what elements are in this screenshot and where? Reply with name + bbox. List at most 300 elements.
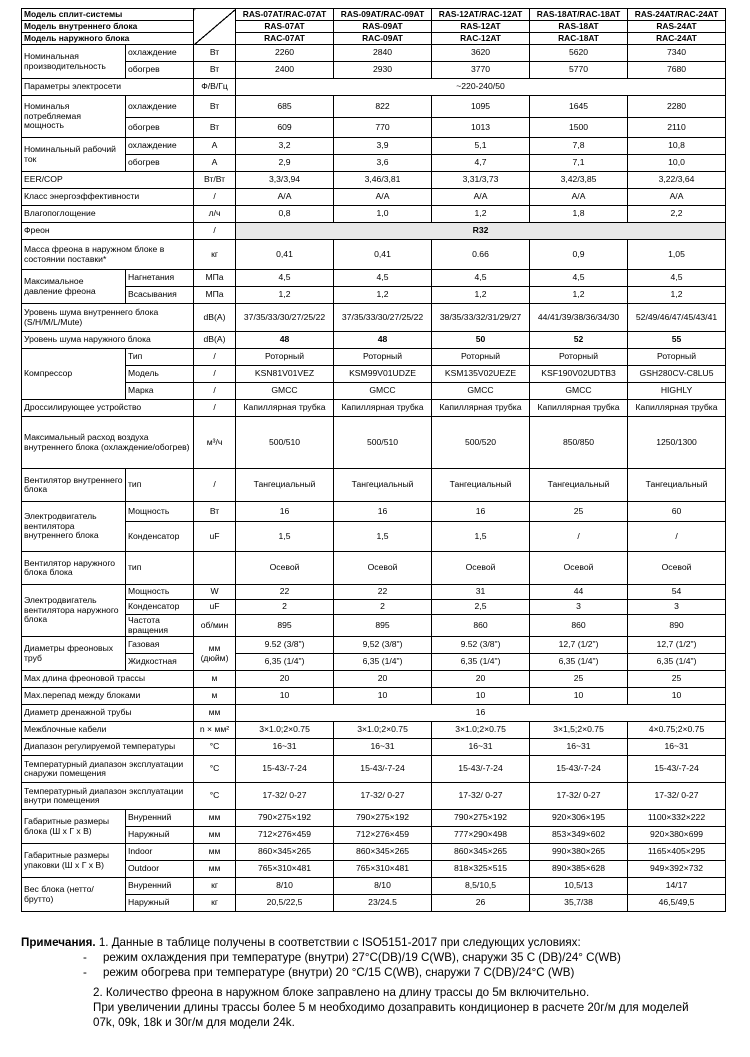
- value-cell: 5,1: [432, 138, 530, 155]
- value-cell: 16~31: [530, 739, 628, 756]
- param-sublabel: Газовая: [126, 637, 194, 654]
- unit-cell: dB(A): [194, 304, 236, 332]
- spec-row: [22, 654, 726, 671]
- value-cell: 777×290×498: [432, 827, 530, 844]
- value-cell: 7,1: [530, 155, 628, 172]
- value-cell: GMCC: [334, 383, 432, 400]
- notes-p3: При увеличении длины трассы более 5 м необходимо дозаправить кондиционер в расчете 20г/м для моделей: [93, 1001, 689, 1015]
- spec-row: [22, 705, 726, 722]
- header-label: Модель сплит-системы: [22, 9, 194, 21]
- param-label: Номиналья потребляемая мощность: [22, 96, 126, 138]
- value-cell: 48: [236, 332, 334, 349]
- spec-row: [22, 349, 726, 366]
- value-cell: 2930: [334, 62, 432, 79]
- value-cell: 54: [628, 585, 726, 600]
- value-cell: 685: [236, 96, 334, 118]
- value-cell: 5620: [530, 45, 628, 62]
- header-model-cell: RAC-24AT: [628, 33, 726, 45]
- unit-cell: Вт: [194, 45, 236, 62]
- param-label: Температурный диапазон эксплуатации внутри помещения: [22, 783, 194, 810]
- param-label: Масса фреона в наружном блоке в состоянии поставки*: [22, 240, 194, 270]
- param-sublabel: охлаждение: [126, 96, 194, 118]
- value-cell: 26: [432, 895, 530, 912]
- unit-cell: dB(A): [194, 332, 236, 349]
- value-cell: 609: [236, 118, 334, 138]
- unit-cell: МПа: [194, 270, 236, 287]
- param-sublabel: Внуренний: [126, 810, 194, 827]
- spec-row: [22, 45, 726, 62]
- value-cell: 1013: [432, 118, 530, 138]
- value-cell: 52/49/46/47/45/43/41: [628, 304, 726, 332]
- value-cell: 1,5: [432, 522, 530, 552]
- value-cell: 4×0.75;2×0.75: [628, 722, 726, 739]
- value-cell: 20: [236, 671, 334, 688]
- value-cell: 15-43/-7-24: [628, 756, 726, 783]
- value-cell: 22: [236, 585, 334, 600]
- unit-cell: Вт: [194, 502, 236, 522]
- value-cell: KSM99V01UDZE: [334, 366, 432, 383]
- notes-p2: 2. Количество фреона в наружном блоке заправлено на длину трассы до 5м включительно.: [93, 986, 590, 1000]
- unit-cell: [194, 552, 236, 585]
- value-cell: 3×1.0;2×0.75: [432, 722, 530, 739]
- value-cell: KSF190V02UDTB3: [530, 366, 628, 383]
- value-cell: 500/520: [432, 417, 530, 469]
- notes-bullet-1: - режим охлаждения при температуре (внутри) 27°C(DB)/19 C(WB), снаружи 35 C (DB)/24° C(WB): [83, 950, 621, 964]
- value-cell: 25: [530, 502, 628, 522]
- value-cell: 1,2: [432, 287, 530, 304]
- value-cell: 3: [530, 600, 628, 615]
- value-cell: 20,5/22,5: [236, 895, 334, 912]
- header-model-cell: RAS-18AT: [530, 21, 628, 33]
- value-cell: 765×310×481: [334, 861, 432, 878]
- value-cell: Роторный: [236, 349, 334, 366]
- header-row: [22, 9, 726, 21]
- value-cell: 712×276×459: [236, 827, 334, 844]
- value-cell: 16: [236, 502, 334, 522]
- unit-cell: А: [194, 138, 236, 155]
- header-model-cell: RAS-09AT: [334, 21, 432, 33]
- value-cell: 10: [236, 688, 334, 705]
- spec-row: [22, 62, 726, 79]
- value-cell: 16~31: [334, 739, 432, 756]
- value-cell: 17-32/ 0-27: [432, 783, 530, 810]
- value-cell: 25: [530, 671, 628, 688]
- value-cell: 8,5/10,5: [432, 878, 530, 895]
- header-model-cell: RAS-12AT/RAC-12AT: [432, 9, 530, 21]
- value-cell: 3,31/3,73: [432, 172, 530, 189]
- value-cell: /: [530, 522, 628, 552]
- param-label: Габаритные размеры упаковки (Ш х Г х В): [22, 844, 126, 878]
- value-cell: 860×345×265: [432, 844, 530, 861]
- unit-cell: л/ч: [194, 206, 236, 223]
- param-label: Температурный диапазон эксплуатации снаружи помещения: [22, 756, 194, 783]
- value-cell: 1,2: [530, 287, 628, 304]
- value-cell: 790×275×192: [432, 810, 530, 827]
- spec-row: [22, 400, 726, 417]
- value-cell: 14/17: [628, 878, 726, 895]
- value-cell: 5770: [530, 62, 628, 79]
- notes-bullet-1-text: режим охлаждения при температуре (внутри) 27°C(DB)/19 C(WB), снаружи 35 C (DB)/24° C(WB): [102, 950, 621, 964]
- unit-cell: uF: [194, 522, 236, 552]
- value-cell: 50: [432, 332, 530, 349]
- notes-bullet-2-text: режим обогрева при температуре (внутри) 20 °C/15 C(WB), снаружи 7 C(DB)/24°C (WB): [102, 965, 575, 979]
- spec-row: [22, 615, 726, 637]
- unit-cell: кг: [194, 878, 236, 895]
- value-cell: 6,35 (1/4"): [628, 654, 726, 671]
- value-cell: 1,2: [334, 287, 432, 304]
- value-cell: 12,7 (1/2"): [530, 637, 628, 654]
- value-cell: 17-32/ 0-27: [236, 783, 334, 810]
- value-cell: 3×1.0;2×0.75: [236, 722, 334, 739]
- value-cell: HIGHLY: [628, 383, 726, 400]
- spec-row: [22, 172, 726, 189]
- merged-value-cell: R32: [236, 223, 726, 240]
- spec-row: [22, 756, 726, 783]
- param-label: Класс энергоэффективности: [22, 189, 194, 206]
- value-cell: 6,35 (1/4"): [334, 654, 432, 671]
- param-label: Max.перепад между блоками: [22, 688, 194, 705]
- value-cell: 1,5: [236, 522, 334, 552]
- value-cell: 949×392×732: [628, 861, 726, 878]
- spec-row: [22, 844, 726, 861]
- param-sublabel: охлаждение: [126, 138, 194, 155]
- notes-line-1: [21, 936, 741, 951]
- value-cell: 9.52 (3/8"): [432, 637, 530, 654]
- value-cell: 0,9: [530, 240, 628, 270]
- value-cell: 10: [334, 688, 432, 705]
- unit-cell: °С: [194, 756, 236, 783]
- value-cell: 1,5: [334, 522, 432, 552]
- value-cell: 37/35/33/30/27/25/22: [334, 304, 432, 332]
- param-label: Влагопоглощение: [22, 206, 194, 223]
- value-cell: 2,9: [236, 155, 334, 172]
- param-sublabel: Внуренний: [126, 878, 194, 895]
- header-model-cell: RAC-07AT: [236, 33, 334, 45]
- value-cell: 2280: [628, 96, 726, 118]
- value-cell: KSM135V02UEZE: [432, 366, 530, 383]
- value-cell: 17-32/ 0-27: [628, 783, 726, 810]
- value-cell: 2: [334, 600, 432, 615]
- param-label: Диаметр дренажной трубы: [22, 705, 194, 722]
- value-cell: 7680: [628, 62, 726, 79]
- value-cell: 16~31: [432, 739, 530, 756]
- header-model-cell: RAS-12AT: [432, 21, 530, 33]
- value-cell: 37/35/33/30/27/25/22: [236, 304, 334, 332]
- value-cell: 38/35/33/32/31/29/27: [432, 304, 530, 332]
- merged-value-cell: ~220-240/50: [236, 79, 726, 96]
- value-cell: 822: [334, 96, 432, 118]
- spec-row: [22, 240, 726, 270]
- param-label: Номинальная производительность: [22, 45, 126, 79]
- spec-row: [22, 469, 726, 502]
- param-sublabel: тип: [126, 469, 194, 502]
- unit-cell: мм: [194, 810, 236, 827]
- value-cell: 48: [334, 332, 432, 349]
- spec-row: [22, 810, 726, 827]
- value-cell: 3,6: [334, 155, 432, 172]
- value-cell: 853×349×602: [530, 827, 628, 844]
- value-cell: 16~31: [236, 739, 334, 756]
- unit-cell: Вт: [194, 96, 236, 118]
- value-cell: 4,5: [432, 270, 530, 287]
- spec-row: [22, 189, 726, 206]
- value-cell: KSN81V01VEZ: [236, 366, 334, 383]
- unit-cell: мм: [194, 861, 236, 878]
- value-cell: Осевой: [530, 552, 628, 585]
- param-sublabel: Наружный: [126, 827, 194, 844]
- spec-row: [22, 138, 726, 155]
- value-cell: 1165×405×295: [628, 844, 726, 861]
- value-cell: 860: [530, 615, 628, 637]
- param-sublabel: обогрев: [126, 118, 194, 138]
- value-cell: 23/24.5: [334, 895, 432, 912]
- param-label: Диаметры фреоновых труб: [22, 637, 126, 671]
- unit-cell: МПа: [194, 287, 236, 304]
- param-label: Фреон: [22, 223, 194, 240]
- spec-row: [22, 895, 726, 912]
- value-cell: Тангециальный: [432, 469, 530, 502]
- spec-row: [22, 206, 726, 223]
- unit-cell: мм: [194, 844, 236, 861]
- value-cell: 44: [530, 585, 628, 600]
- param-sublabel: Мощность: [126, 585, 194, 600]
- unit-cell: А: [194, 155, 236, 172]
- unit-cell: Вт/Вт: [194, 172, 236, 189]
- value-cell: A/A: [530, 189, 628, 206]
- value-cell: 22: [334, 585, 432, 600]
- param-sublabel: Жидкостная: [126, 654, 194, 671]
- param-label: Уровень шума наружного блока: [22, 332, 194, 349]
- value-cell: 2,2: [628, 206, 726, 223]
- header-row: [22, 33, 726, 45]
- value-cell: 7340: [628, 45, 726, 62]
- spec-row: [22, 783, 726, 810]
- value-cell: 2,5: [432, 600, 530, 615]
- value-cell: 35,7/38: [530, 895, 628, 912]
- param-sublabel: Модель: [126, 366, 194, 383]
- spec-row: [22, 366, 726, 383]
- value-cell: 3770: [432, 62, 530, 79]
- header-label: Модель наружного блока: [22, 33, 194, 45]
- value-cell: 17-32/ 0-27: [334, 783, 432, 810]
- value-cell: 3: [628, 600, 726, 615]
- value-cell: Капиллярная трубка: [334, 400, 432, 417]
- value-cell: A/A: [334, 189, 432, 206]
- value-cell: 1,2: [432, 206, 530, 223]
- value-cell: 990×380×265: [530, 844, 628, 861]
- value-cell: 850/850: [530, 417, 628, 469]
- header-model-cell: RAS-07AT: [236, 21, 334, 33]
- value-cell: 1,05: [628, 240, 726, 270]
- value-cell: 15-43/-7-24: [334, 756, 432, 783]
- header-row: [22, 21, 726, 33]
- value-cell: Тангециальный: [530, 469, 628, 502]
- spec-row: [22, 223, 726, 240]
- param-sublabel: Частота вращения: [126, 615, 194, 637]
- value-cell: 770: [334, 118, 432, 138]
- unit-cell: °С: [194, 783, 236, 810]
- value-cell: Осевой: [432, 552, 530, 585]
- spec-row: [22, 861, 726, 878]
- value-cell: 3,46/3,81: [334, 172, 432, 189]
- value-cell: 1,0: [334, 206, 432, 223]
- value-cell: 15-43/-7-24: [530, 756, 628, 783]
- value-cell: 7,8: [530, 138, 628, 155]
- header-model-cell: RAS-09AT/RAC-09AT: [334, 9, 432, 21]
- value-cell: 16: [334, 502, 432, 522]
- value-cell: 10,5/13: [530, 878, 628, 895]
- unit-cell: Вт: [194, 62, 236, 79]
- param-sublabel: Конденсатор: [126, 522, 194, 552]
- spec-row: [22, 383, 726, 400]
- value-cell: 500/510: [236, 417, 334, 469]
- unit-cell: /: [194, 400, 236, 417]
- value-cell: 15-43/-7-24: [236, 756, 334, 783]
- header-model-cell: RAS-24AT/RAC-24AT: [628, 9, 726, 21]
- value-cell: 3,9: [334, 138, 432, 155]
- value-cell: Осевой: [236, 552, 334, 585]
- unit-cell: Вт: [194, 118, 236, 138]
- unit-cell: /: [194, 383, 236, 400]
- value-cell: 55: [628, 332, 726, 349]
- header-model-cell: RAC-09AT: [334, 33, 432, 45]
- unit-cell: мм (дюйм): [194, 637, 236, 671]
- param-sublabel: Мощность: [126, 502, 194, 522]
- value-cell: 765×310×481: [236, 861, 334, 878]
- value-cell: 44/41/39/38/36/34/30: [530, 304, 628, 332]
- param-label: EER/COP: [22, 172, 194, 189]
- spec-row: [22, 270, 726, 287]
- value-cell: 500/510: [334, 417, 432, 469]
- notes-p1: 1. Данные в таблице получены в соответствии с ISO5151-2017 при следующих условиях:: [98, 936, 581, 949]
- unit-cell: W: [194, 585, 236, 600]
- param-label: Вентилятор внутреннего блока: [22, 469, 126, 502]
- param-sublabel: обогрев: [126, 62, 194, 79]
- value-cell: 860×345×265: [334, 844, 432, 861]
- value-cell: 895: [334, 615, 432, 637]
- param-label: Электродвигатель вентилятора наружного блока: [22, 585, 126, 637]
- header-model-cell: RAC-18AT: [530, 33, 628, 45]
- value-cell: Тангециальный: [628, 469, 726, 502]
- value-cell: 6,35 (1/4"): [530, 654, 628, 671]
- value-cell: 4,5: [628, 270, 726, 287]
- value-cell: 10: [530, 688, 628, 705]
- param-sublabel: Всасывания: [126, 287, 194, 304]
- value-cell: A/A: [236, 189, 334, 206]
- value-cell: 3,22/3,64: [628, 172, 726, 189]
- spec-row: [22, 155, 726, 172]
- value-cell: 790×275×192: [334, 810, 432, 827]
- header-model-cell: RAS-24AT: [628, 21, 726, 33]
- value-cell: Тангециальный: [236, 469, 334, 502]
- unit-cell: кг: [194, 240, 236, 270]
- value-cell: 46,5/49,5: [628, 895, 726, 912]
- spec-row: [22, 688, 726, 705]
- spec-row: [22, 332, 726, 349]
- unit-cell: /: [194, 366, 236, 383]
- value-cell: 8/10: [334, 878, 432, 895]
- value-cell: /: [628, 522, 726, 552]
- value-cell: 1100×332×222: [628, 810, 726, 827]
- param-label: Дроссилирующее устройство: [22, 400, 194, 417]
- spec-row: [22, 522, 726, 552]
- notes-title: Примечания.: [21, 936, 96, 949]
- header-model-cell: RAS-18AT/RAC-18AT: [530, 9, 628, 21]
- param-label: Габаритные размеры блока (Ш х Г х В): [22, 810, 126, 844]
- value-cell: 895: [236, 615, 334, 637]
- value-cell: 0,41: [236, 240, 334, 270]
- value-cell: 25: [628, 671, 726, 688]
- value-cell: Тангециальный: [334, 469, 432, 502]
- value-cell: Осевой: [628, 552, 726, 585]
- spec-row: [22, 739, 726, 756]
- spec-row: [22, 827, 726, 844]
- value-cell: 6,35 (1/4"): [432, 654, 530, 671]
- param-label: Вентилятор наружного блока блока: [22, 552, 126, 585]
- spec-row: [22, 79, 726, 96]
- value-cell: 10: [628, 688, 726, 705]
- merged-value-cell: 16: [236, 705, 726, 722]
- value-cell: 860×345×265: [236, 844, 334, 861]
- value-cell: 52: [530, 332, 628, 349]
- param-label: Номинальный рабочий ток: [22, 138, 126, 172]
- value-cell: 3620: [432, 45, 530, 62]
- unit-cell: /: [194, 349, 236, 366]
- value-cell: 3×1,5;2×0.75: [530, 722, 628, 739]
- value-cell: 890: [628, 615, 726, 637]
- value-cell: 1,2: [628, 287, 726, 304]
- value-cell: 31: [432, 585, 530, 600]
- value-cell: Роторный: [334, 349, 432, 366]
- param-label: Параметры электросети: [22, 79, 194, 96]
- unit-cell: об/мин: [194, 615, 236, 637]
- param-sublabel: Outdoor: [126, 861, 194, 878]
- value-cell: 3,42/3,85: [530, 172, 628, 189]
- unit-cell: м: [194, 688, 236, 705]
- value-cell: Капиллярная трубка: [628, 400, 726, 417]
- param-sublabel: тип: [126, 552, 194, 585]
- param-sublabel: охлаждение: [126, 45, 194, 62]
- spec-row: [22, 878, 726, 895]
- unit-cell: uF: [194, 600, 236, 615]
- value-cell: 0,41: [334, 240, 432, 270]
- value-cell: 20: [432, 671, 530, 688]
- param-sublabel: Наружный: [126, 895, 194, 912]
- param-sublabel: Конденсатор: [126, 600, 194, 615]
- value-cell: Капиллярная трубка: [236, 400, 334, 417]
- notes-section: [21, 936, 741, 1031]
- spec-row: [22, 671, 726, 688]
- param-sublabel: Indoor: [126, 844, 194, 861]
- value-cell: 9,52 (3/8"): [334, 637, 432, 654]
- spec-row: [22, 118, 726, 138]
- value-cell: GMCC: [530, 383, 628, 400]
- unit-cell: мм: [194, 827, 236, 844]
- value-cell: 3,2: [236, 138, 334, 155]
- value-cell: Роторный: [628, 349, 726, 366]
- value-cell: Капиллярная трубка: [432, 400, 530, 417]
- value-cell: 10,8: [628, 138, 726, 155]
- spec-row: [22, 287, 726, 304]
- spec-table-body: [22, 9, 726, 912]
- param-label: Уровень шума внутреннего блока (S/H/M/L/Mute): [22, 304, 194, 332]
- value-cell: 2400: [236, 62, 334, 79]
- value-cell: 818×325×515: [432, 861, 530, 878]
- param-sublabel: Нагнетания: [126, 270, 194, 287]
- value-cell: 15-43/-7-24: [432, 756, 530, 783]
- value-cell: Капиллярная трубка: [530, 400, 628, 417]
- value-cell: 8/10: [236, 878, 334, 895]
